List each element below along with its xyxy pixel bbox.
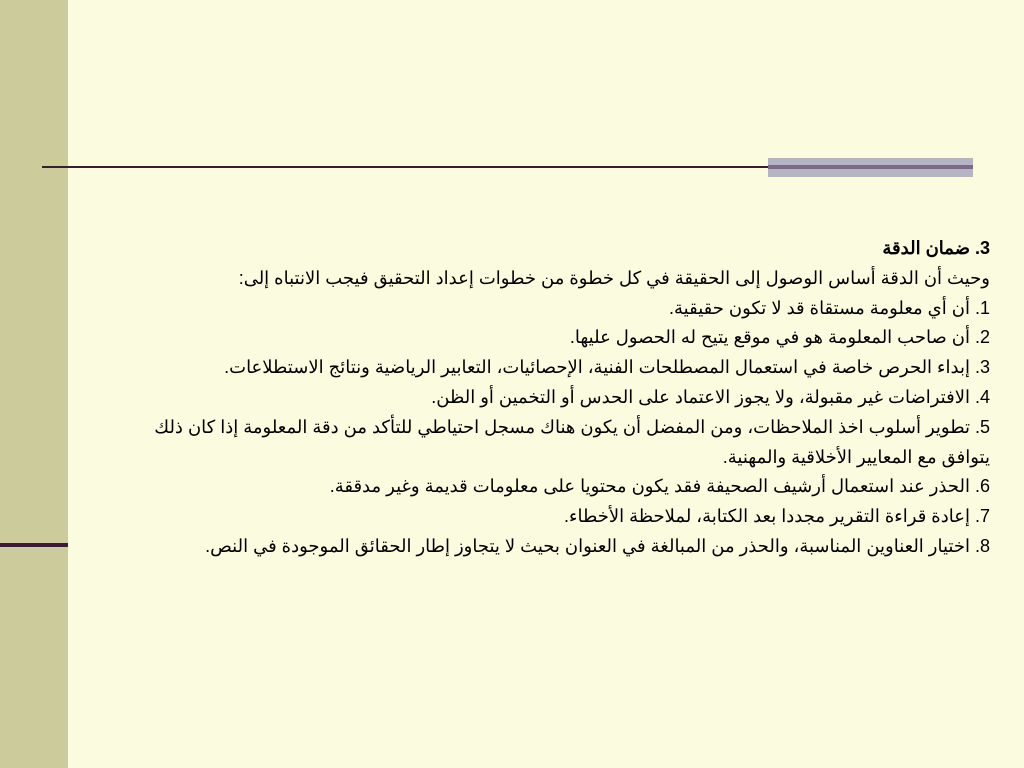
left-band-accent-line xyxy=(0,543,68,547)
title-divider-stripe xyxy=(768,165,973,169)
list-item-5: 5. تطوير أسلوب اخذ الملاحظات، ومن المفضل أن يكون هناك مسجل احتياطي للتأكد من دقة المعلومة إذا كان ذلك يتوافق مع المعايير الأخلاقية والمهنية. xyxy=(154,416,990,467)
list-item-4: 4. الافتراضات غير مقبولة، ولا يجوز الاعتماد على الحدس أو التخمين أو الظن. xyxy=(431,386,990,407)
intro-text: وحيث أن الدقة أساس الوصول إلى الحقيقة في كل خطوة من خطوات إعداد التحقيق فيجب الانتباه إلى: xyxy=(238,267,990,288)
slide-body xyxy=(150,234,990,562)
section-heading: 3. ضمان الدقة xyxy=(882,238,990,258)
list-item-6: 6. الحذر عند استعمال أرشيف الصحيفة فقد يكون محتويا على معلومات قديمة وغير مدققة. xyxy=(329,476,990,497)
left-decorative-band xyxy=(0,0,68,768)
list-item-3: 3. إبداء الحرص خاصة في استعمال المصطلحات الفنية، الإحصائيات، التعابير الرياضية ونتائج الاستطلاعات. xyxy=(224,357,990,378)
list-item-1: 1. أن أي معلومة مستقاة قد لا تكون حقيقية. xyxy=(669,297,990,318)
list-item-2: 2. أن صاحب المعلومة هو في موقع يتيح له الحصول عليها. xyxy=(569,327,990,348)
list-item-7: 7. إعادة قراءة التقرير مجددا بعد الكتابة، لملاحظة الأخطاء. xyxy=(564,506,990,527)
list-item-8: 8. اختيار العناوين المناسبة، والحذر من المبالغة في العنوان بحيث لا يتجاوز إطار الحقائق الموجودة في النص. xyxy=(205,535,990,556)
